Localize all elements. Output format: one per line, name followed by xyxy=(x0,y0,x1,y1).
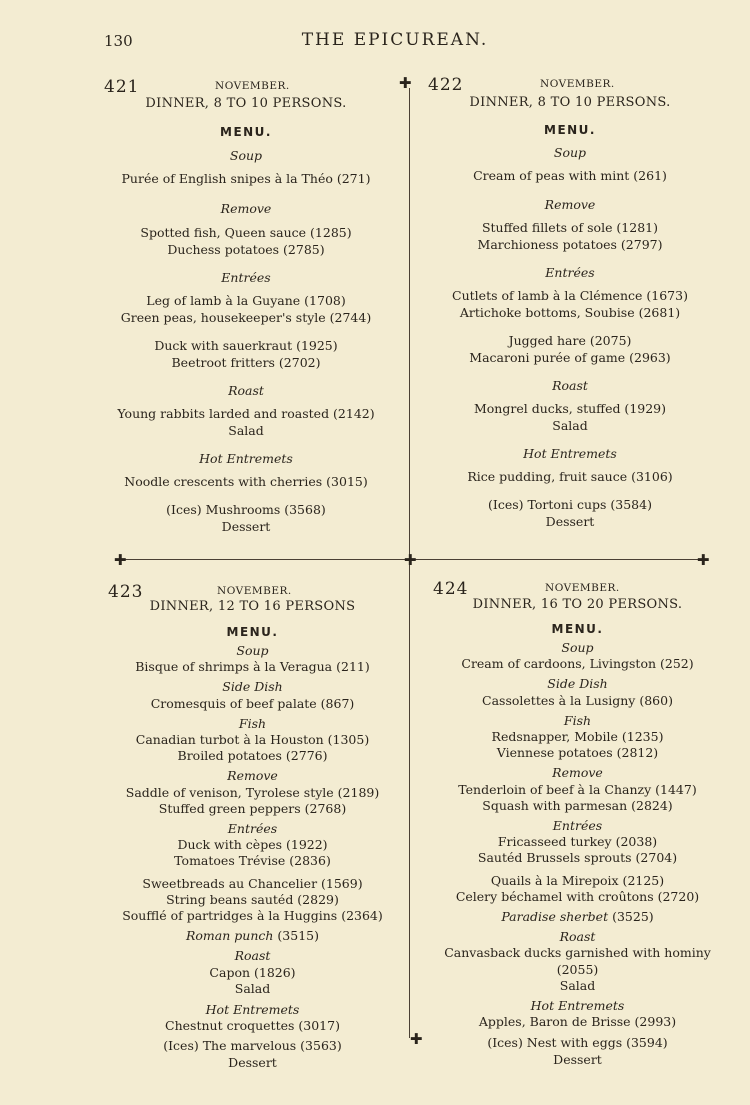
dish: Dessert xyxy=(228,1054,277,1070)
dish: Cassolettes à la Lusigny (860) xyxy=(482,692,673,708)
dish: Viennese potatoes (2812) xyxy=(496,745,659,761)
dish: Artichoke bottoms, Soubise (2681) xyxy=(459,305,681,320)
menu-title: DINNER, 16 TO 20 PERSONS. xyxy=(472,597,683,612)
dish: Broiled potatoes (2776) xyxy=(177,748,328,764)
section-heading-side-dish: Side Dish xyxy=(222,679,283,695)
menu-month: NOVEMBER. xyxy=(215,80,290,92)
dish: Bisque of shrimps à la Veragua (211) xyxy=(135,659,370,675)
dish: Beetroot fritters (2702) xyxy=(171,355,321,370)
dish: (2055) xyxy=(556,961,599,977)
section-heading-side-dish: Side Dish xyxy=(547,676,608,692)
section-heading-remove: Remove xyxy=(544,197,596,212)
dish: Cutlets of lamb à la Clémence (1673) xyxy=(452,288,688,303)
section-heading-fish: Fish xyxy=(563,712,592,728)
dish: Sweetbreads au Chancelier (1569) xyxy=(142,875,363,891)
menu-label: MENU. xyxy=(544,123,596,137)
dish: Tomatoes Trévise (2836) xyxy=(174,853,331,869)
dish: Mongrel ducks, stuffed (1929) xyxy=(473,401,667,416)
dish: Dessert xyxy=(553,1051,602,1067)
dish: Dessert xyxy=(221,519,271,534)
dish: Quails à la Mirepoix (2125) xyxy=(490,872,665,888)
dish: Squash with parmesan (2824) xyxy=(482,797,673,813)
dish: Canvasback ducks garnished with hominy xyxy=(444,945,711,961)
menu-number: 421 xyxy=(104,77,140,97)
cross-ornament: ✚ xyxy=(410,1030,423,1048)
cross-ornament: ✚ xyxy=(114,551,127,569)
dish: Sautéd Brussels sprouts (2704) xyxy=(477,850,678,866)
dish: Salad xyxy=(234,980,271,996)
menu-block-422 xyxy=(420,94,720,530)
dish: (Ices) The marvelous (3563) xyxy=(163,1038,342,1054)
menu-label: MENU. xyxy=(220,125,272,139)
menu-block-423 xyxy=(100,599,405,1071)
section-heading-roast: Roast xyxy=(552,378,588,393)
dish: Macaroni purée of game (2963) xyxy=(469,350,671,365)
section-heading-soup: Soup xyxy=(553,145,587,160)
dish: (3515) xyxy=(277,928,319,944)
dish: Young rabbits larded and roasted (2142) xyxy=(117,406,375,421)
section-heading-soup: Soup xyxy=(229,148,263,163)
dish: Salad xyxy=(228,423,264,438)
section-heading-remove: Remove xyxy=(227,768,278,784)
section-heading-fish: Fish xyxy=(238,715,267,731)
dish: Canadian turbot à la Houston (1305) xyxy=(135,732,370,748)
menu-number: 424 xyxy=(433,579,469,599)
menu-label: MENU. xyxy=(551,622,604,636)
dish: Marchioness potatoes (2797) xyxy=(477,237,663,252)
menu-title: DINNER, 8 TO 10 PERSONS. xyxy=(469,95,671,110)
section-heading-roman-punch: Roman punch xyxy=(186,928,274,944)
dish: Duck with cèpes (1922) xyxy=(177,837,328,853)
menu-block-421 xyxy=(96,95,396,535)
menu-month: NOVEMBER. xyxy=(540,78,615,90)
menu-label: MENU. xyxy=(226,625,279,639)
dish: Stuffed fillets of sole (1281) xyxy=(481,220,659,235)
roman-punch-line xyxy=(100,928,405,944)
dish: Stuffed green peppers (2768) xyxy=(158,800,347,816)
section-heading-remove: Remove xyxy=(220,201,272,216)
section-heading-hot-entremets: Hot Entremets xyxy=(199,451,293,466)
dish: Fricasseed turkey (2038) xyxy=(497,834,658,850)
dish: Leg of lamb à la Guyane (1708) xyxy=(146,293,346,308)
running-title: THE EPICUREAN. xyxy=(301,30,489,50)
section-heading-entrees: Entrées xyxy=(221,270,271,285)
menu-month: NOVEMBER. xyxy=(217,585,292,597)
dish: Cream of peas with mint (261) xyxy=(473,168,667,183)
dish: Jugged hare (2075) xyxy=(508,333,632,348)
dish: Duchess potatoes (2785) xyxy=(167,242,325,257)
dish: Saddle of venison, Tyrolese style (2189) xyxy=(125,784,380,800)
dish: String beans sautéd (2829) xyxy=(166,891,339,907)
dish: Green peas, housekeeper's style (2744) xyxy=(120,310,372,325)
dish: Apples, Baron de Brisse (2993) xyxy=(478,1014,677,1030)
section-heading-roast: Roast xyxy=(228,383,264,398)
dish: Tenderloin of beef à la Chanzy (1447) xyxy=(458,781,697,797)
section-heading-roast: Roast xyxy=(234,948,271,964)
dish: Dessert xyxy=(545,514,595,529)
section-heading-hot-entremets: Hot Entremets xyxy=(530,998,625,1014)
dish: Capon (1826) xyxy=(209,964,296,980)
dish: Rice pudding, fruit sauce (3106) xyxy=(467,469,673,484)
dish: (Ices) Tortoni cups (3584) xyxy=(488,497,652,512)
menu-number: 423 xyxy=(108,582,144,602)
section-heading-soup: Soup xyxy=(236,643,269,658)
dish: Cream of cardoons, Livingston (252) xyxy=(461,656,694,672)
section-heading-roast: Roast xyxy=(559,929,596,945)
menu-month: NOVEMBER. xyxy=(545,582,620,594)
dish: (3525) xyxy=(612,909,654,925)
dish: Purée of English snipes à la Théo (271) xyxy=(121,171,371,186)
menu-block-424 xyxy=(425,597,730,1068)
paradise-sherbet-line xyxy=(425,909,730,925)
dish: Salad xyxy=(559,977,596,993)
menu-number: 422 xyxy=(428,75,464,95)
dish: Celery béchamel with croûtons (2720) xyxy=(455,888,700,904)
dish: Cromesquis of beef palate (867) xyxy=(150,695,355,711)
dish: Salad xyxy=(552,418,588,433)
dish: Redsnapper, Mobile (1235) xyxy=(491,729,664,745)
section-heading-hot-entremets: Hot Entremets xyxy=(523,446,617,461)
cross-ornament: ✚ xyxy=(697,551,710,569)
dish: (Ices) Nest with eggs (3594) xyxy=(487,1035,668,1051)
dish: Soufflé of partridges à la Huggins (2364) xyxy=(122,908,383,924)
section-heading-entrees: Entrées xyxy=(552,818,603,834)
section-heading-paradise-sherbet: Paradise sherbet xyxy=(501,909,609,925)
dish: Chestnut croquettes (3017) xyxy=(165,1018,340,1034)
page-number: 130 xyxy=(104,32,133,50)
section-heading-entrees: Entrées xyxy=(545,265,595,280)
dish: Spotted fish, Queen sauce (1285) xyxy=(140,225,352,240)
cross-ornament: ✚ xyxy=(404,551,417,569)
section-heading-remove: Remove xyxy=(552,765,603,781)
section-heading-entrees: Entrées xyxy=(227,821,278,837)
menu-title: DINNER, 8 TO 10 PERSONS. xyxy=(145,96,347,111)
menu-title: DINNER, 12 TO 16 PERSONS xyxy=(149,599,356,614)
section-heading-soup: Soup xyxy=(561,640,594,655)
dish: Noodle crescents with cherries (3015) xyxy=(124,474,368,489)
section-heading-hot-entremets: Hot Entremets xyxy=(205,1002,300,1018)
dish: Duck with sauerkraut (1925) xyxy=(154,338,338,353)
cross-ornament: ✚ xyxy=(399,74,412,92)
dish: (Ices) Mushrooms (3568) xyxy=(166,502,326,517)
